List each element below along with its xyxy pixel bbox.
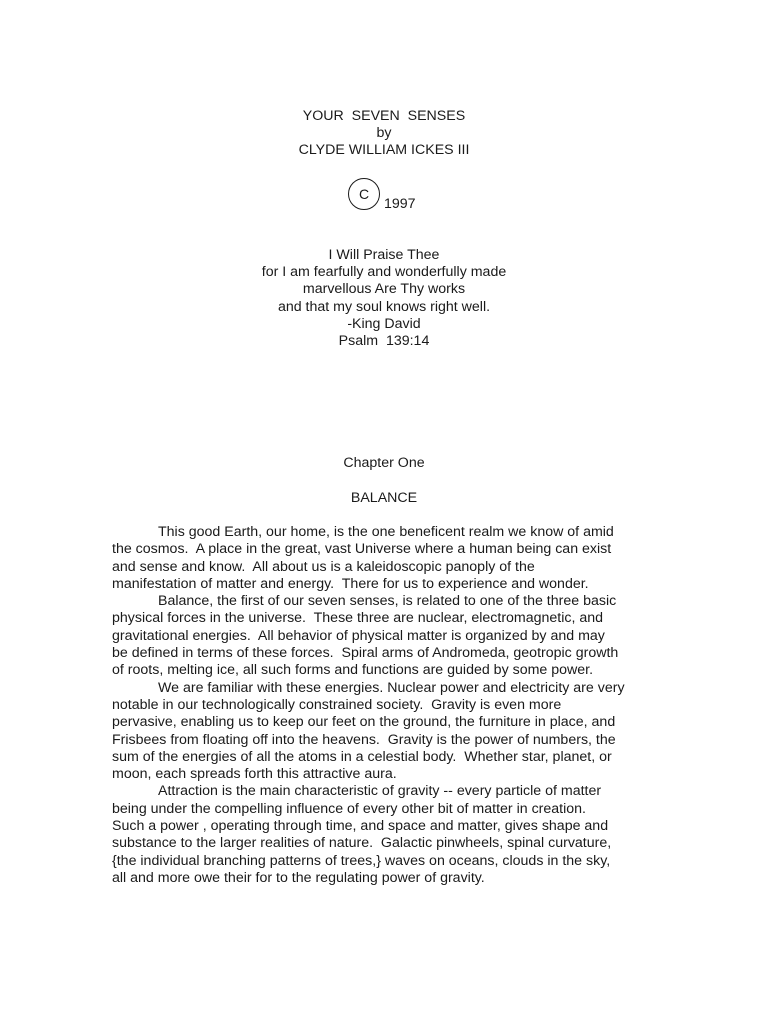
epigraph-line: for I am fearfully and wonderfully made bbox=[261, 264, 507, 280]
chapter-number: Chapter One bbox=[343, 455, 425, 471]
text-line: We are familiar with these energies. Nuclear power and electricity are very bbox=[158, 679, 625, 696]
epigraph-line: I Will Praise Thee bbox=[328, 247, 440, 263]
copyright-mark bbox=[348, 178, 382, 210]
paragraph bbox=[112, 680, 660, 784]
text-line: pervasive, enabling us to keep our feet on the ground, the furniture in place, and bbox=[112, 714, 616, 731]
text-line: and sense and know. All about us is a kaleidoscopic panoply of the bbox=[112, 558, 535, 575]
text-line: moon, each spreads forth this attractive aura. bbox=[112, 766, 397, 783]
text-line: of roots, melting ice, all such forms and functions are guided by some power. bbox=[112, 662, 594, 679]
text-line: Frisbees from floating off into the heavens. Gravity is the power of numbers, the bbox=[112, 731, 616, 748]
text-line: all and more owe their for to the regulating power of gravity. bbox=[112, 869, 485, 886]
chapter-title: BALANCE bbox=[350, 490, 418, 506]
chapter-body bbox=[112, 524, 660, 887]
text-line: physical forces in the universe. These three are nuclear, electromagnetic, and bbox=[112, 610, 604, 627]
paragraph bbox=[112, 783, 660, 887]
epigraph-citation: Psalm 139:14 bbox=[338, 333, 430, 349]
text-line: Such a power , operating through time, and space and matter, gives shape and bbox=[112, 818, 609, 835]
book-title: YOUR SEVEN SENSES bbox=[302, 108, 466, 124]
text-line: be defined in terms of these forces. Spiral arms of Andromeda, geotropic growth bbox=[112, 645, 619, 662]
text-line: substance to the larger realities of nature. Galactic pinwheels, spinal curvature, bbox=[112, 835, 612, 852]
text-line: This good Earth, our home, is the one beneficent realm we know of amid bbox=[158, 524, 614, 540]
text-line: sum of the energies of all the atoms in a celestial body. Whether star, planet, or bbox=[112, 748, 612, 765]
paragraph bbox=[112, 524, 660, 593]
author-name: CLYDE WILLIAM ICKES III bbox=[298, 142, 470, 158]
text-line: Balance, the first of our seven senses, is related to one of the three basic bbox=[158, 593, 617, 610]
text-line: Attraction is the main characteristic of gravity -- every particle of matter bbox=[158, 783, 602, 800]
copyright-year: 1997 bbox=[384, 196, 416, 212]
epigraph-line: marvellous Are Thy works bbox=[302, 281, 466, 297]
copyright-circle-icon: C bbox=[348, 178, 380, 210]
text-line: notable in our technologically constrained society. Gravity is even more bbox=[112, 696, 562, 713]
paragraph bbox=[112, 593, 660, 679]
text-line: manifestation of matter and energy. There for us to experience and wonder. bbox=[112, 575, 589, 592]
epigraph-attribution: -King David bbox=[347, 316, 421, 332]
epigraph-line: and that my soul knows right well. bbox=[277, 299, 491, 315]
text-line: the cosmos. A place in the great, vast Universe where a human being can exist bbox=[112, 541, 612, 558]
text-line: gravitational energies. All behavior of physical matter is organized by and may bbox=[112, 627, 605, 644]
text-line: {the individual branching patterns of trees,} waves on oceans, clouds in the sky, bbox=[112, 852, 611, 869]
byline: by bbox=[376, 125, 392, 141]
text-line: being under the compelling influence of every other bit of matter in creation. bbox=[112, 800, 586, 817]
